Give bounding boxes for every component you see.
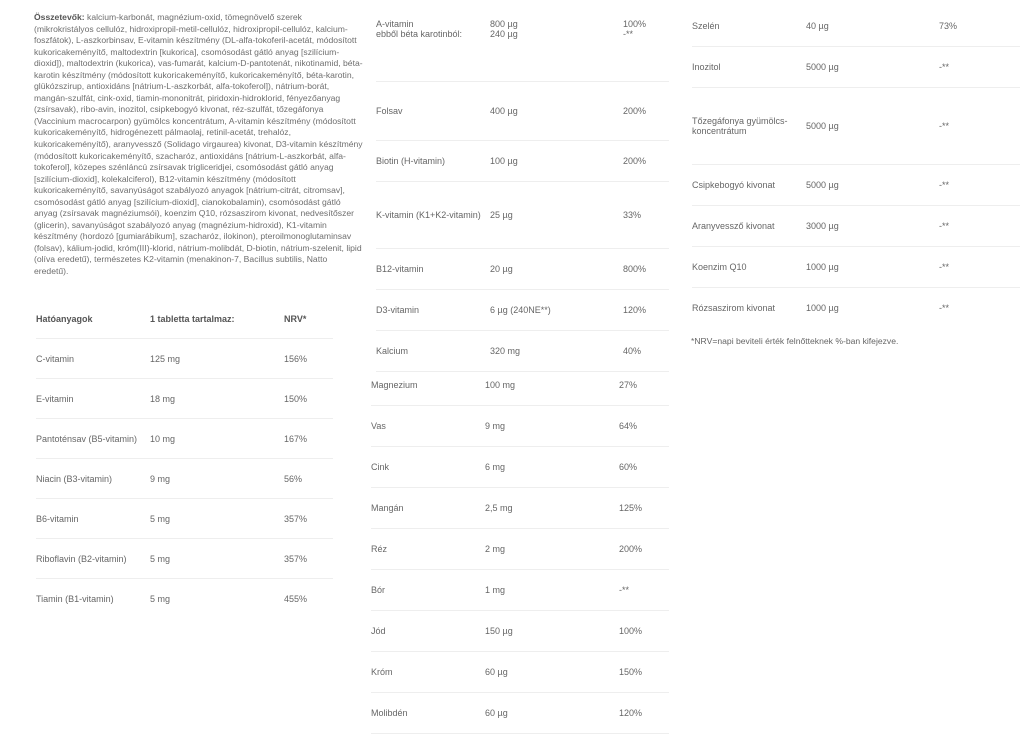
nutrient-nrv: -**	[619, 585, 630, 595]
table-row	[36, 579, 333, 619]
nutrient-nrv: 40%	[623, 346, 642, 356]
table-row	[36, 339, 333, 379]
nutrient-nrv: 27%	[619, 380, 638, 390]
nutrient-name: Riboflavin (B2-vitamin)	[36, 553, 127, 564]
nutrient-amount: 400 µg	[490, 106, 518, 116]
nutrient-amount: 5000 µg	[806, 180, 839, 190]
nutrient-amount: 1000 µg	[806, 303, 839, 313]
nutrient-name-main: A-vitamin	[376, 19, 414, 29]
nutrient-nrv: 357%	[284, 553, 308, 564]
nutrient-nrv: 125%	[619, 503, 643, 513]
nutrient-name: Biotin (H-vitamin)	[376, 156, 446, 166]
nutrient-nrv-sub: -**	[623, 29, 634, 39]
table-row	[376, 141, 669, 182]
nutrient-name: E-vitamin	[36, 393, 74, 404]
nutrient-nrv: 120%	[623, 305, 647, 315]
nutrient-amount: 5 mg	[150, 553, 171, 564]
nutrient-name-sub: ebből béta karotinból:	[376, 29, 463, 39]
table-row	[376, 82, 669, 141]
nutrient-name: Cink	[371, 462, 390, 472]
nutrient-amount: 10 mg	[150, 433, 176, 444]
nutrient-nrv: 357%	[284, 513, 308, 524]
nutrient-nrv: -**	[939, 62, 950, 72]
nutrient-table-2	[376, 6, 669, 372]
table-row	[36, 419, 333, 459]
nutrient-amount: 2,5 mg	[485, 503, 513, 513]
nutrient-nrv: -**	[939, 121, 950, 131]
nutrient-name: B12-vitamin	[376, 264, 424, 274]
nutrient-nrv: 200%	[619, 544, 643, 554]
nutrient-amount: 320 mg	[490, 346, 521, 356]
nutrient-amount: 5 mg	[150, 513, 171, 524]
table-row	[371, 447, 669, 488]
nutrient-amount: 25 µg	[490, 210, 513, 220]
table-row	[36, 379, 333, 419]
nutrient-name: Bór	[371, 585, 386, 595]
table-row	[692, 247, 1020, 288]
nutrient-amount: 1 mg	[485, 585, 506, 595]
nutrient-nrv: -**	[939, 303, 950, 313]
nutrient-amount: 2 mg	[485, 544, 506, 554]
table-row	[371, 570, 669, 611]
nutrient-name: K-vitamin (K1+K2-vitamin)	[376, 210, 481, 220]
nutrient-nrv: 167%	[284, 433, 308, 444]
nutrient-name: D3-vitamin	[376, 305, 420, 315]
table-row	[371, 693, 669, 734]
nutrient-amount: 40 µg	[806, 21, 829, 31]
nutrient-name: Aranyvessző kivonat	[692, 221, 775, 231]
nutrient-amount: 9 mg	[485, 421, 506, 431]
table-row	[692, 47, 1020, 88]
nutrient-amount: 100 µg	[490, 156, 518, 166]
table-row	[371, 529, 669, 570]
nutrient-name	[376, 6, 490, 82]
nutrient-name: Mangán	[371, 503, 404, 513]
nutrient-name: Tiamin (B1-vitamin)	[36, 593, 114, 604]
nutrient-nrv: 100%	[619, 626, 643, 636]
nutrient-amount	[490, 6, 623, 82]
ingredients-label: Összetevők:	[34, 12, 85, 22]
header-nrv: NRV*	[284, 314, 307, 324]
nutrient-name: Inozitol	[692, 62, 721, 72]
nutrient-amount: 6 mg	[485, 462, 506, 472]
table-row	[376, 290, 669, 331]
nutrient-nrv: 150%	[619, 667, 643, 677]
nutrient-nrv: 800%	[623, 264, 647, 274]
nutrient-amount: 150 µg	[485, 626, 513, 636]
table-row	[376, 182, 669, 249]
nutrient-nrv: -**	[939, 221, 950, 231]
nutrient-name: B6-vitamin	[36, 513, 79, 524]
table-row	[692, 88, 1020, 165]
table-row	[371, 365, 669, 406]
nutrient-nrv: 64%	[619, 421, 638, 431]
nutrient-name: Molibdén	[371, 708, 408, 718]
table-row	[36, 459, 333, 499]
nutrient-amount: 6 µg (240NE**)	[490, 305, 551, 315]
header-active: Hatóanyagok	[36, 314, 93, 324]
nutrient-amount: 1000 µg	[806, 262, 839, 272]
table-row	[371, 611, 669, 652]
nutrient-nrv: 120%	[619, 708, 643, 718]
header-amount: 1 tabletta tartalmaz:	[150, 314, 235, 324]
nutrient-amount: 5 mg	[150, 593, 171, 604]
nutrient-nrv: -**	[939, 180, 950, 190]
nutrient-name: Vas	[371, 421, 386, 431]
nutrient-name: Jód	[371, 626, 386, 636]
nutrient-nrv	[623, 6, 669, 82]
nutrient-nrv: 455%	[284, 593, 308, 604]
nutrient-nrv: 56%	[284, 473, 303, 484]
table-row	[376, 249, 669, 290]
table-header-row	[36, 300, 333, 339]
nutrient-amount: 3000 µg	[806, 221, 839, 231]
nutrient-amount: 18 mg	[150, 393, 176, 404]
ingredients-body: kalcium-karbonát, magnézium-oxid, tömegnövelő szerek (mikrokristályos cellulóz, hidroxipropil-metil-cellulóz, hidroxipropil-cellulóz, kalcium-foszfátok), L-aszkorbinsav, E-vitamin készítmény (DL-alfa-tokoferil-acetát, módosított kukoricakeményítő, maltodextrin [kukorica], csomósodást gátló anyag [szilícium-dioxid]), maltodextrin (kukorica), vas-fumarát, kalcium-D-pantotenát, nikotinamid, béta-karotin készítmény (módosított kukoricakeményítő, kukoricakeményítő, béta-karotin, glükózszirup, antioxidáns [nátrium-L-aszkorbát, alfa-tokoferol]), nátrium-borát, mangán-szulfát, cink-oxid, tiamin-mononitrát, piridoxin-hidroklorid, fényezőanyag (zsírsavak), ribo-avin, inozitol, csipkebogyó kivonat, réz-szulfát, tőzegáfonya (Vaccinium macrocarpon) gyümölcs koncentrátum, A-vitamin készítmény (módosított kukoricakeményítő, hidrogénezett pálmaolaj, retinil-acetát, trehalóz, kukoricakeményítő), aranyvessző (Solidago virgaurea) kivonat, D3-vitamin készítmény (módosított kukoricakeményítő, szacharóz, antioxidáns [nátrium-L-aszkorbát, alfa-tokoferol], közepes szénláncú zsírsavak trigliceridjei, csomósodást gátló anyag [szilícium-dioxid], kolekalciferol), B12-vitamin készítmény (módosított kukoricakeményítő, savanyúságot szabályozó anyagok [nátrium-citrát, citromsav], csomósodást gátló anyag [szilícium-dioxid], cianokobalamin), csomósodást gátló anyag (zsírsavak magnéziumsói), koenzim Q10, rózsaszirom kivonat, nedvesítőszer (glicerin), savanyúságot szabályozó anyag (magnézium-hidroxid), K1-vitamin készítmény (hordozó [gumiarábikum], szacharóz, ilokinon), pteroilmonoglutaminsav (folsav), kálium-jodid, króm(III)-klorid, nátrium-molibdát, D-biotin, nátrium-szelenit, lipid (olíva eredetű), természetes K2-vitamin (menakinon-7, Bacillus subtilis, Natto eredetű).	[34, 12, 363, 277]
table-row	[376, 6, 669, 82]
nutrient-nrv: 200%	[623, 156, 647, 166]
nutrient-name: Folsav	[376, 106, 403, 116]
nutrient-nrv: 200%	[623, 106, 647, 116]
nutrient-table-3	[371, 365, 669, 734]
nutrient-amount: 125 mg	[150, 353, 181, 364]
nutrient-amount: 5000 µg	[806, 62, 839, 72]
nutrient-name: Magnezium	[371, 380, 418, 390]
nutrient-table-4	[692, 6, 1020, 328]
nutrient-nrv: 60%	[619, 462, 638, 472]
table-row	[692, 6, 1020, 47]
nutrient-amount-sub: 240 µg	[490, 29, 518, 39]
nutrient-name: Koenzim Q10	[692, 262, 747, 272]
table-row	[371, 652, 669, 693]
nutrient-amount: 60 µg	[485, 667, 508, 677]
table-row	[371, 406, 669, 447]
nutrient-amount-main: 800 µg	[490, 19, 518, 29]
nutrient-name: Króm	[371, 667, 393, 677]
nutrient-amount: 9 mg	[150, 473, 171, 484]
table-row	[692, 288, 1020, 329]
table-row	[36, 499, 333, 539]
nrv-footnote: *NRV=napi beviteli érték felnőtteknek %-ban kifejezve.	[691, 336, 899, 346]
table-row	[692, 206, 1020, 247]
table-row	[692, 165, 1020, 206]
table-row	[36, 539, 333, 579]
nutrient-nrv: -**	[939, 262, 950, 272]
nutrient-name: Rózsaszirom kivonat	[692, 303, 776, 313]
nutrient-table-1	[36, 300, 333, 618]
nutrient-nrv: 156%	[284, 353, 308, 364]
ingredients-text	[34, 12, 364, 278]
nutrient-amount: 60 µg	[485, 708, 508, 718]
nutrient-name: Szelén	[692, 21, 720, 31]
nutrient-name: C-vitamin	[36, 353, 75, 364]
nutrient-name: Niacin (B3-vitamin)	[36, 473, 113, 484]
nutrient-name: Tőzegáfonya gyümölcs-koncentrátum	[692, 116, 788, 136]
nutrient-name: Csipkebogyó kivonat	[692, 180, 776, 190]
nutrient-amount: 100 mg	[485, 380, 516, 390]
nutrient-amount: 20 µg	[490, 264, 513, 274]
nutrient-nrv: 73%	[939, 21, 958, 31]
nutrient-name: Réz	[371, 544, 388, 554]
nutrient-nrv-main: 100%	[623, 19, 647, 29]
nutrient-name: Kalcium	[376, 346, 409, 356]
nutrient-nrv: 33%	[623, 210, 642, 220]
nutrient-amount: 5000 µg	[806, 121, 839, 131]
nutrient-nrv: 150%	[284, 393, 308, 404]
nutrient-name: Pantoténsav (B5-vitamin)	[36, 433, 138, 444]
table-row	[371, 488, 669, 529]
